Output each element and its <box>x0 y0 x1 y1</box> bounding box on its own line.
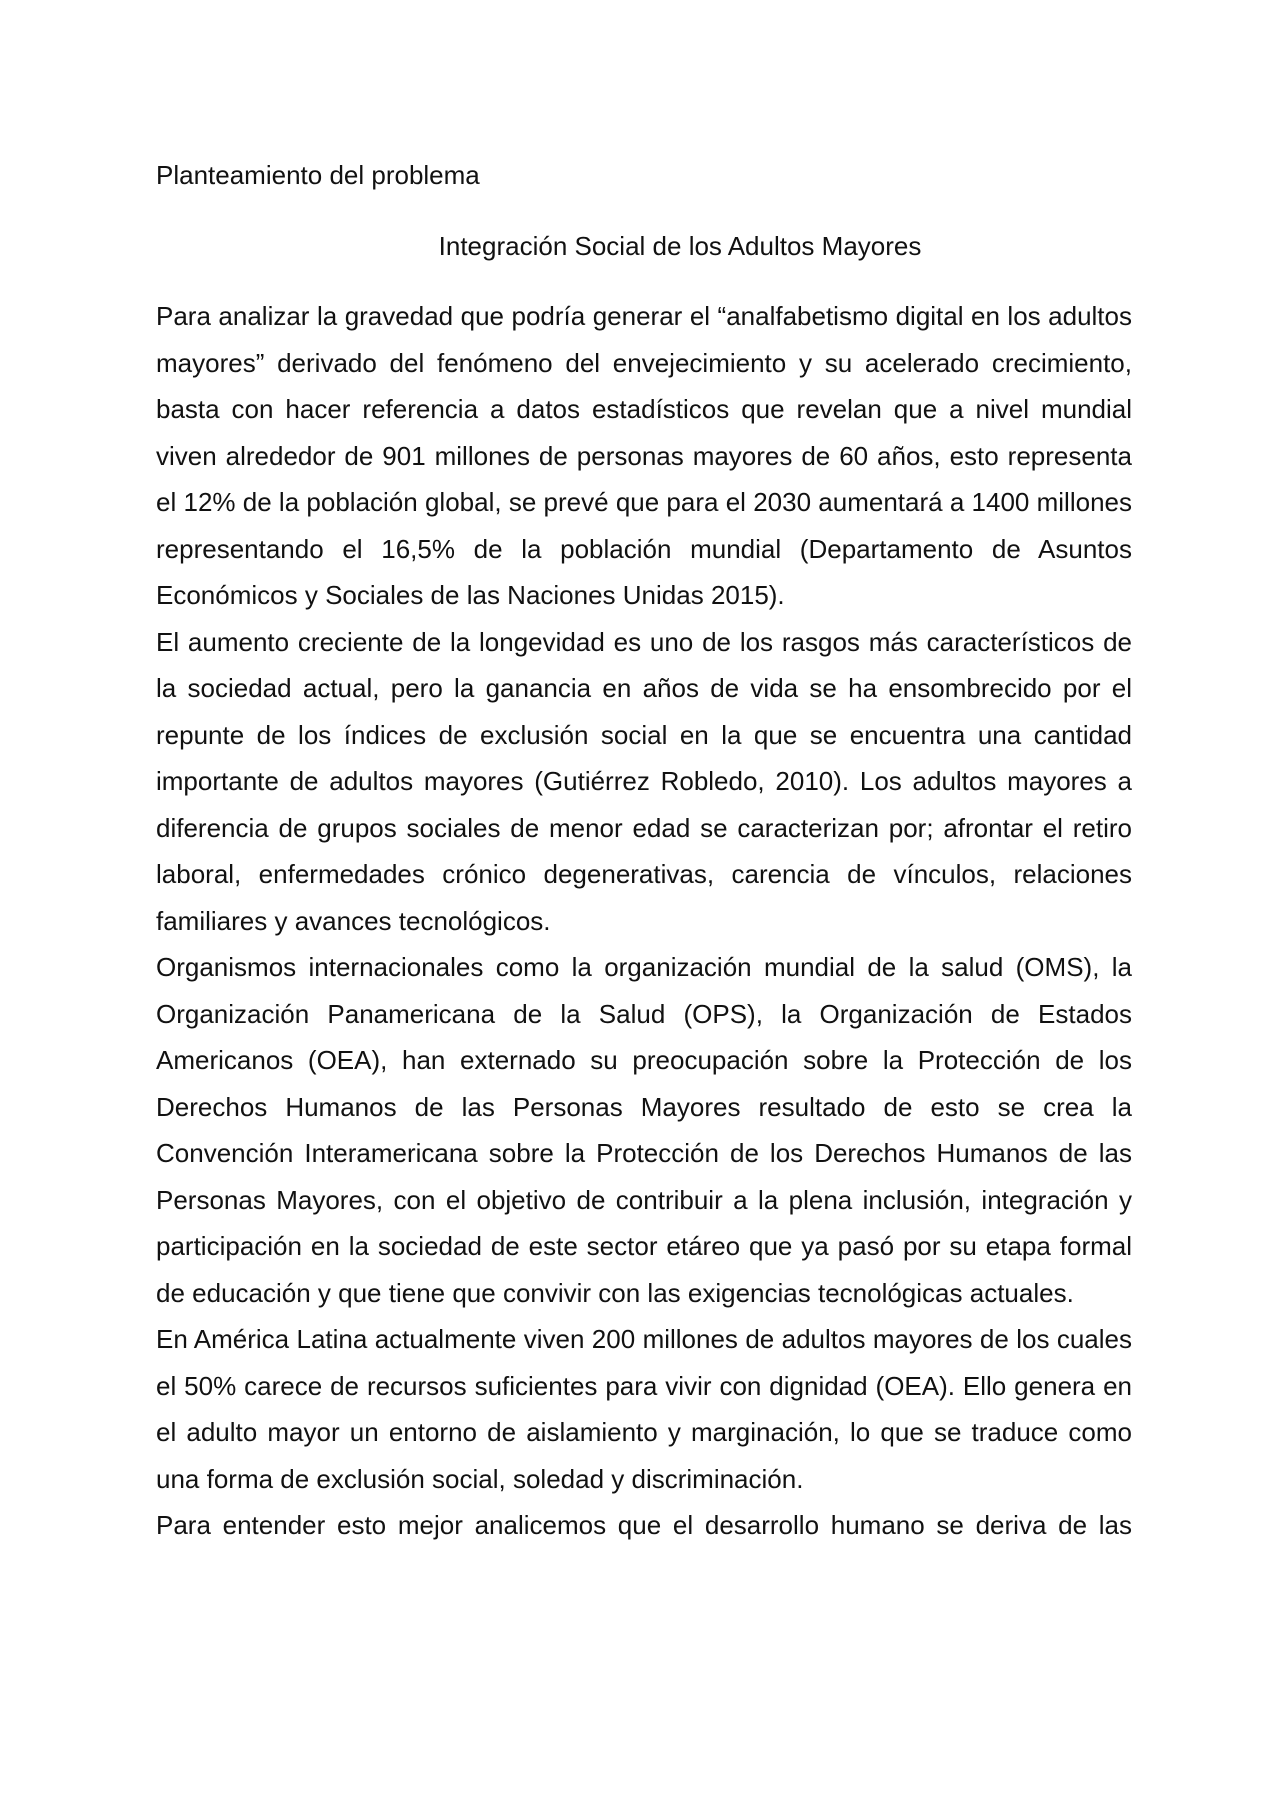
paragraph-1: Para analizar la gravedad que podría generar el “analfabetismo digital en los adultos mayores” derivado del fenómeno del envejecimiento y su acelerado crecimiento, basta con hacer referencia a datos estadísticos que revelan que a nivel mundial viven alrededor de 901 millones de personas mayores de 60 años, esto representa el 12% de la población global, se prevé que para el 2030 aumentará a 1400 millones representando el 16,5% de la población mundial (Departamento de Asuntos Económicos y Sociales de las Naciones Unidas 2015). <box>156 301 1132 610</box>
paragraph-2: El aumento creciente de la longevidad es uno de los rasgos más característicos de la sociedad actual, pero la ganancia en años de vida se ha ensombrecido por el repunte de los índices de exclusión social en la que se encuentra una cantidad importante de adultos mayores (Gutiérrez Robledo, 2010). Los adultos mayores a diferencia de grupos sociales de menor edad se caracterizan por; afrontar el retiro laboral, enfermedades crónico degenerativas, carencia de vínculos, relaciones familiares y avances tecnológicos. <box>156 626 1132 936</box>
section-heading: Planteamiento del problema <box>156 160 480 190</box>
paragraph-3: Organismos internacionales como la organización mundial de la salud (OMS), la Organización Panamericana de la Salud (OPS), la Organización de Estados Americanos (OEA), han externado su preocupación sobre la Protección de los Derechos Humanos de las Personas Mayores resultado de esto se crea la Convención Interamericana sobre la Protección de los Derechos Humanos de las Personas Mayores, con el objetivo de contribuir a la plena inclusión, integración y participación en la sociedad de este sector etáreo que ya pasó por su etapa formal de educación y que tiene que convivir con las exigencias tecnológicas actuales. <box>156 952 1132 1308</box>
document-title: Integración Social de los Adultos Mayores <box>438 230 922 261</box>
paragraph-5: Para entender esto mejor analicemos que el desarrollo humano se deriva de las <box>156 1510 1132 1540</box>
paragraph-4: En América Latina actualmente viven 200 millones de adultos mayores de los cuales el 50% carece de recursos suficientes para vivir con dignidad (OEA). Ello genera en el adulto mayor un entorno de aislamiento y marginación, lo que se traduce como una forma de exclusión social, soledad y discriminación. <box>156 1324 1132 1494</box>
document-body <box>156 152 1132 1549</box>
